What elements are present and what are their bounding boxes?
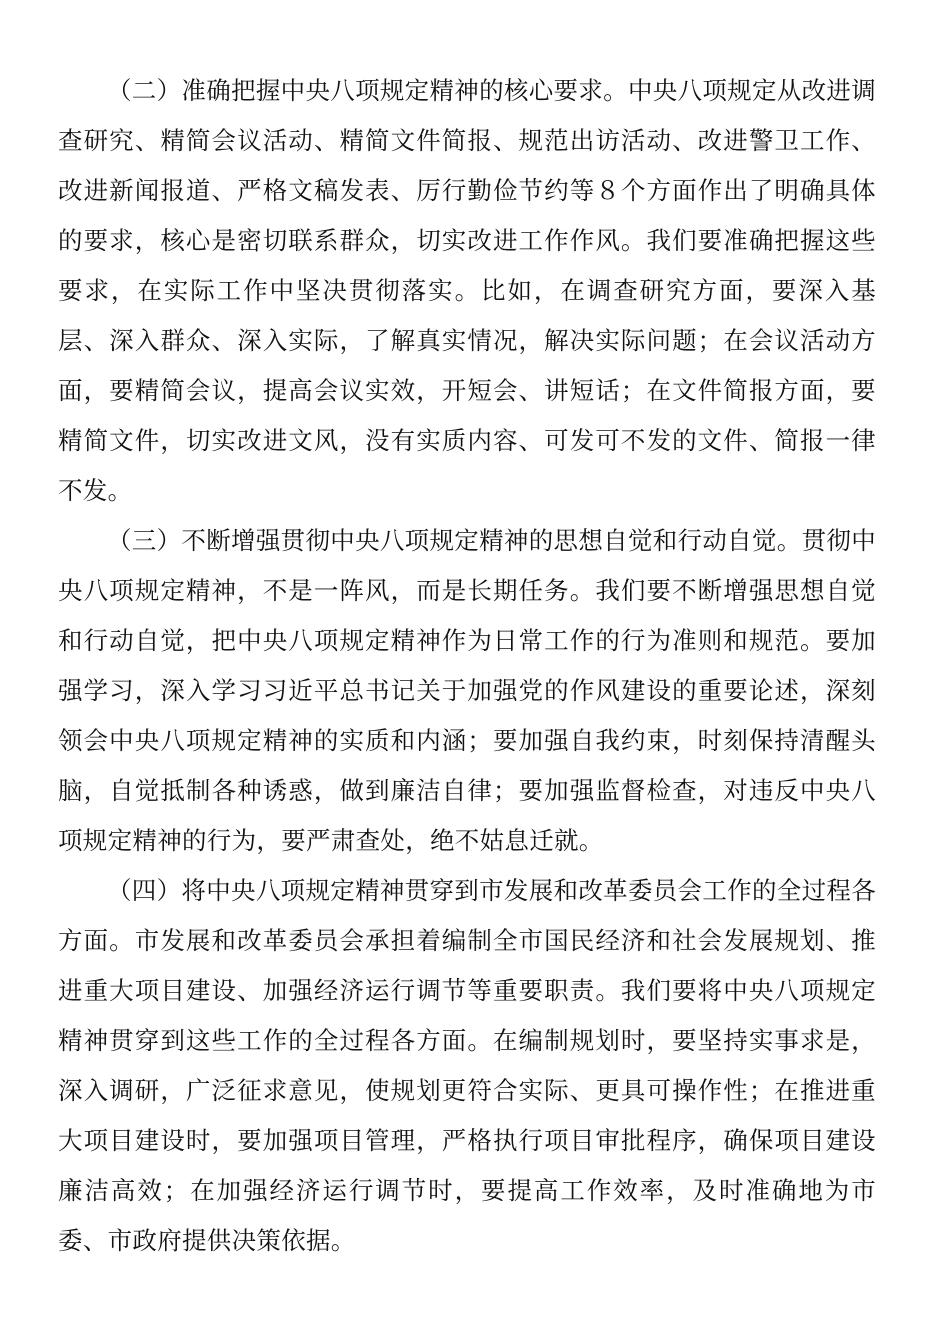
document-body <box>58 66 876 1266</box>
paragraph-section-3: （三）不断增强贯彻中央八项规定精神的思想自觉和行动自觉。贯彻中央八项规定精神，不是一阵风，而是长期任务。我们要不断增强思想自觉和行动自觉，把中央八项规定精神作为日常工作的行为准则和规范。要加强学习，深入学习习近平总书记关于加强党的作风建设的重要论述，深刻领会中央八项规定精神的实质和内涵；要加强自我约束，时刻保持清醒头脑，自觉抵制各种诱惑，做到廉洁自律；要加强监督检查，对违反中央八项规定精神的行为，要严肃查处，绝不姑息迁就。 <box>58 526 876 855</box>
paragraph-section-2: （二）准确把握中央八项规定精神的核心要求。中央八项规定从改进调查研究、精简会议活动、精简文件简报、规范出访活动、改进警卫工作、改进新闻报道、严格文稿发表、厉行勤俭节约等８个方面作出了明确具体的要求，核心是密切联系群众，切实改进工作作风。我们要准确把握这些要求，在实际工作中坚决贯彻落实。比如，在调查研究方面，要深入基层、深入群众、深入实际，了解真实情况，解决实际问题；在会议活动方面，要精简会议，提高会议实效，开短会、讲短话；在文件简报方面，要精简文件，切实改进文风，没有实质内容、可发可不发的文件、简报一律不发。 <box>58 76 876 505</box>
paragraph-section-4: （四）将中央八项规定精神贯穿到市发展和改革委员会工作的全过程各方面。市发展和改革委员会承担着编制全市国民经济和社会发展规划、推进重大项目建设、加强经济运行调节等重要职责。我们要将中央八项规定精神贯穿到这些工作的全过程各方面。在编制规划时，要坚持实事求是，深入调研，广泛征求意见，使规划更符合实际、更具可操作性；在推进重大项目建设时，要加强项目管理，严格执行项目审批程序，确保项目建设廉洁高效；在加强经济运行调节时，要提高工作效率，及时准确地为市委、市政府提供决策依据。 <box>58 876 876 1255</box>
